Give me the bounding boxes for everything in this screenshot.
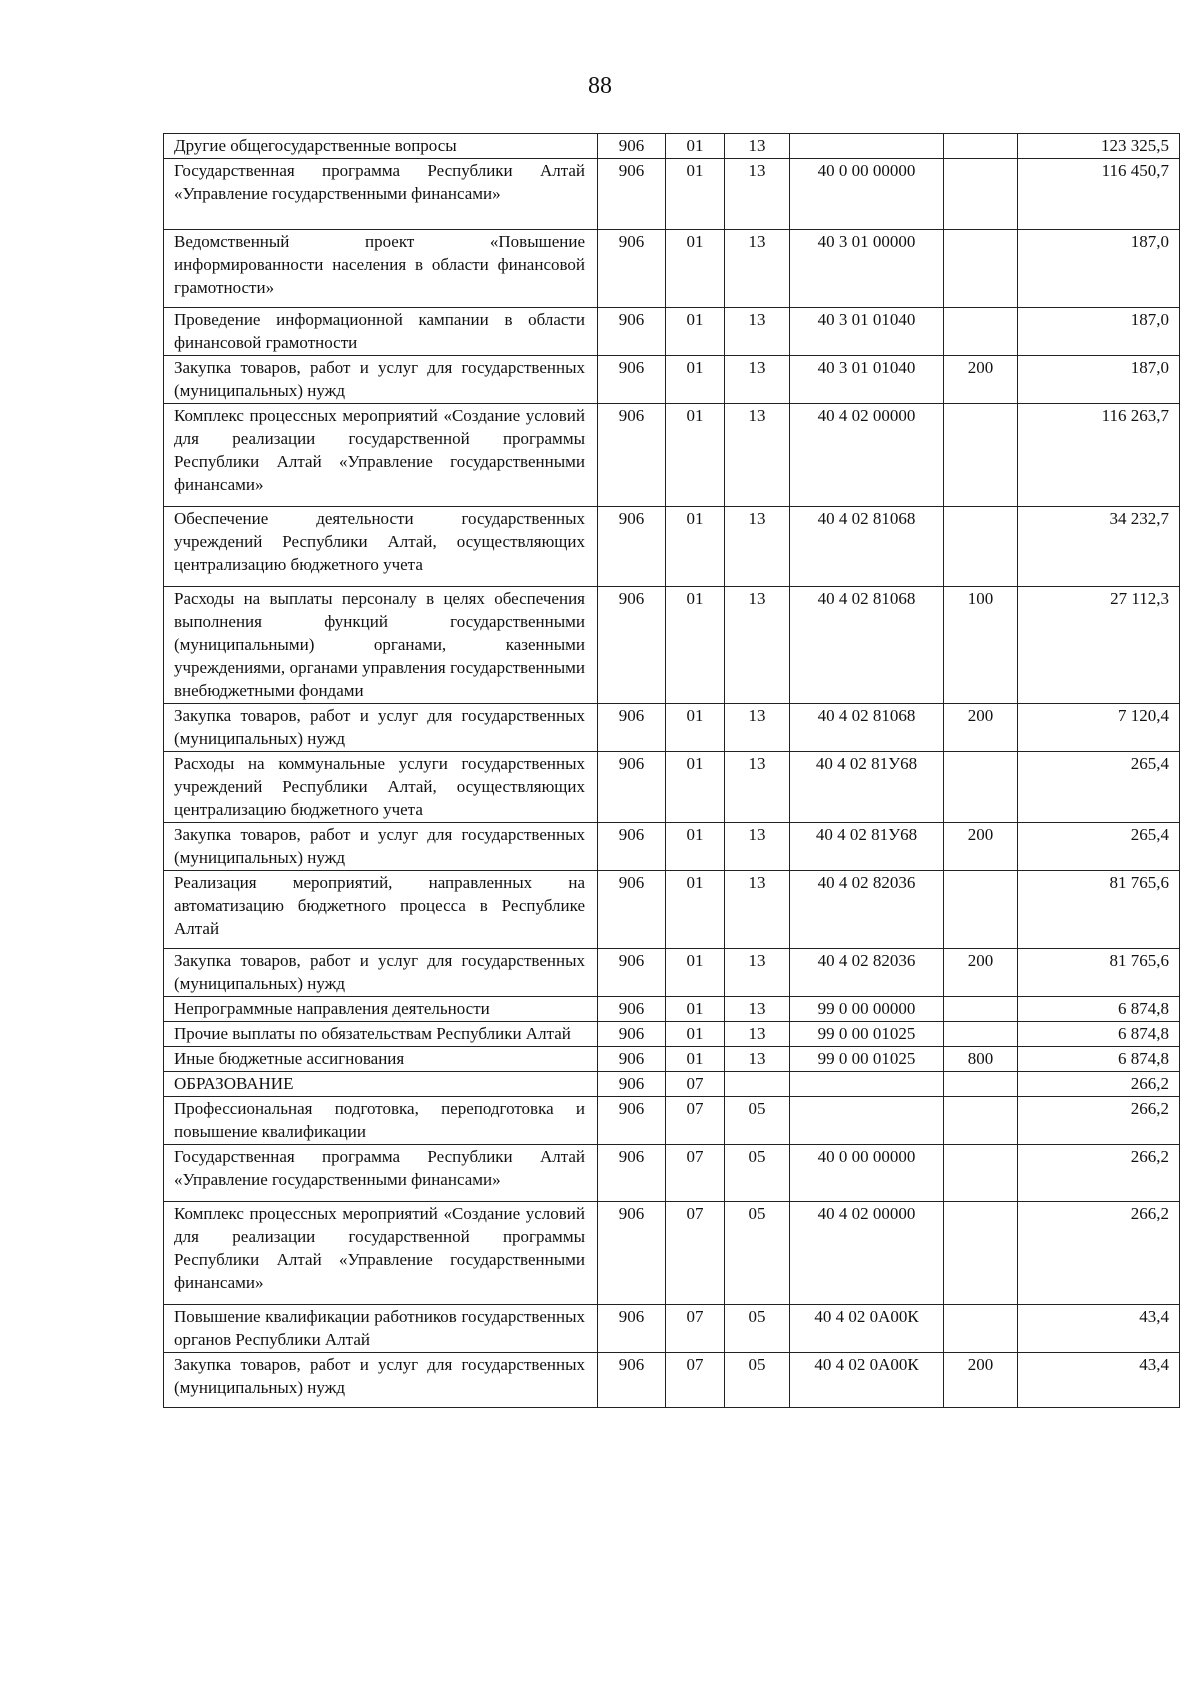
subsection-code-cell: 13	[725, 134, 790, 159]
amount-cell: 266,2	[1018, 1097, 1180, 1145]
table-row	[164, 1305, 1180, 1353]
section-code-cell: 01	[666, 1047, 725, 1072]
expense-type-cell	[944, 752, 1018, 823]
row-name-cell: Комплекс процессных мероприятий «Создание условий для реализации государственной программы Республики Алтай «Управление государственными финансами»	[164, 404, 598, 507]
expense-type-cell: 100	[944, 587, 1018, 704]
admin-code-cell: 906	[598, 1097, 666, 1145]
row-name-cell: Закупка товаров, работ и услуг для государственных (муниципальных) нужд	[164, 356, 598, 404]
subsection-code-cell: 05	[725, 1202, 790, 1305]
admin-code-cell: 906	[598, 1072, 666, 1097]
row-name-cell: Непрограммные направления деятельности	[164, 997, 598, 1022]
target-article-cell: 40 0 00 00000	[790, 159, 944, 230]
table-row	[164, 308, 1180, 356]
expense-type-cell: 200	[944, 823, 1018, 871]
row-name-cell: Закупка товаров, работ и услуг для государственных (муниципальных) нужд	[164, 704, 598, 752]
subsection-code-cell: 13	[725, 159, 790, 230]
admin-code-cell: 906	[598, 1202, 666, 1305]
budget-table-body	[164, 134, 1180, 1408]
table-row	[164, 159, 1180, 230]
admin-code-cell: 906	[598, 230, 666, 308]
target-article-cell: 40 4 02 82036	[790, 871, 944, 949]
subsection-code-cell: 13	[725, 997, 790, 1022]
admin-code-cell: 906	[598, 134, 666, 159]
amount-cell: 187,0	[1018, 308, 1180, 356]
expense-type-cell	[944, 308, 1018, 356]
row-name-cell: Проведение информационной кампании в области финансовой грамотности	[164, 308, 598, 356]
expense-type-cell	[944, 1097, 1018, 1145]
table-row	[164, 1353, 1180, 1408]
target-article-cell: 40 0 00 00000	[790, 1145, 944, 1202]
target-article-cell	[790, 1097, 944, 1145]
row-name-cell: Повышение квалификации работников государственных органов Республики Алтай	[164, 1305, 598, 1353]
table-row	[164, 356, 1180, 404]
amount-cell: 6 874,8	[1018, 997, 1180, 1022]
expense-type-cell: 200	[944, 949, 1018, 997]
amount-cell: 187,0	[1018, 356, 1180, 404]
expense-type-cell	[944, 404, 1018, 507]
expense-type-cell: 800	[944, 1047, 1018, 1072]
target-article-cell: 40 3 01 00000	[790, 230, 944, 308]
table-row	[164, 997, 1180, 1022]
section-code-cell: 01	[666, 230, 725, 308]
table-row	[164, 1097, 1180, 1145]
section-code-cell: 01	[666, 752, 725, 823]
section-code-cell: 07	[666, 1072, 725, 1097]
table-row	[164, 134, 1180, 159]
amount-cell: 266,2	[1018, 1202, 1180, 1305]
admin-code-cell: 906	[598, 507, 666, 587]
amount-cell: 265,4	[1018, 823, 1180, 871]
admin-code-cell: 906	[598, 1022, 666, 1047]
expense-type-cell	[944, 871, 1018, 949]
section-code-cell: 07	[666, 1305, 725, 1353]
row-name-cell: Иные бюджетные ассигнования	[164, 1047, 598, 1072]
row-name-cell: Ведомственный проект «Повышение информированности населения в области финансовой грамотности»	[164, 230, 598, 308]
amount-cell: 27 112,3	[1018, 587, 1180, 704]
table-row	[164, 587, 1180, 704]
target-article-cell: 99 0 00 01025	[790, 1022, 944, 1047]
row-name-cell: Комплекс процессных мероприятий «Создание условий для реализации государственной программы Республики Алтай «Управление государственными финансами»	[164, 1202, 598, 1305]
subsection-code-cell: 13	[725, 587, 790, 704]
target-article-cell: 40 4 02 81У68	[790, 823, 944, 871]
section-code-cell: 01	[666, 134, 725, 159]
admin-code-cell: 906	[598, 356, 666, 404]
section-code-cell: 01	[666, 823, 725, 871]
amount-cell: 116 263,7	[1018, 404, 1180, 507]
target-article-cell	[790, 1072, 944, 1097]
section-code-cell: 01	[666, 507, 725, 587]
admin-code-cell: 906	[598, 752, 666, 823]
amount-cell: 116 450,7	[1018, 159, 1180, 230]
target-article-cell: 40 4 02 0А00К	[790, 1305, 944, 1353]
subsection-code-cell: 13	[725, 704, 790, 752]
section-code-cell: 01	[666, 587, 725, 704]
table-row	[164, 1047, 1180, 1072]
section-code-cell: 01	[666, 159, 725, 230]
target-article-cell	[790, 134, 944, 159]
subsection-code-cell: 05	[725, 1353, 790, 1408]
subsection-code-cell: 13	[725, 871, 790, 949]
section-code-cell: 07	[666, 1202, 725, 1305]
table-row	[164, 752, 1180, 823]
section-code-cell: 01	[666, 404, 725, 507]
subsection-code-cell: 05	[725, 1097, 790, 1145]
table-row	[164, 823, 1180, 871]
expense-type-cell: 200	[944, 1353, 1018, 1408]
expense-type-cell	[944, 507, 1018, 587]
expense-type-cell	[944, 1305, 1018, 1353]
subsection-code-cell: 05	[725, 1305, 790, 1353]
expense-type-cell	[944, 997, 1018, 1022]
row-name-cell: Закупка товаров, работ и услуг для государственных (муниципальных) нужд	[164, 949, 598, 997]
amount-cell: 81 765,6	[1018, 949, 1180, 997]
page-number: 88	[588, 73, 612, 99]
expense-type-cell: 200	[944, 356, 1018, 404]
admin-code-cell: 906	[598, 404, 666, 507]
amount-cell: 123 325,5	[1018, 134, 1180, 159]
row-name-cell: ОБРАЗОВАНИЕ	[164, 1072, 598, 1097]
target-article-cell: 40 4 02 81У68	[790, 752, 944, 823]
table-row	[164, 704, 1180, 752]
subsection-code-cell: 13	[725, 823, 790, 871]
expense-type-cell	[944, 134, 1018, 159]
amount-cell: 6 874,8	[1018, 1047, 1180, 1072]
table-row	[164, 871, 1180, 949]
section-code-cell: 01	[666, 871, 725, 949]
target-article-cell: 40 4 02 81068	[790, 704, 944, 752]
target-article-cell: 40 4 02 0А00К	[790, 1353, 944, 1408]
subsection-code-cell: 13	[725, 1047, 790, 1072]
amount-cell: 265,4	[1018, 752, 1180, 823]
subsection-code-cell: 13	[725, 507, 790, 587]
amount-cell: 187,0	[1018, 230, 1180, 308]
section-code-cell: 01	[666, 1022, 725, 1047]
table-row	[164, 949, 1180, 997]
target-article-cell: 40 4 02 81068	[790, 507, 944, 587]
row-name-cell: Обеспечение деятельности государственных учреждений Республики Алтай, осуществляющих централизацию бюджетного учета	[164, 507, 598, 587]
amount-cell: 7 120,4	[1018, 704, 1180, 752]
admin-code-cell: 906	[598, 1047, 666, 1072]
subsection-code-cell: 13	[725, 949, 790, 997]
target-article-cell: 40 3 01 01040	[790, 308, 944, 356]
row-name-cell: Реализация мероприятий, направленных на автоматизацию бюджетного процесса в Республике Алтай	[164, 871, 598, 949]
table-row	[164, 404, 1180, 507]
row-name-cell: Закупка товаров, работ и услуг для государственных (муниципальных) нужд	[164, 1353, 598, 1408]
target-article-cell: 40 4 02 00000	[790, 404, 944, 507]
budget-table	[163, 133, 1180, 1408]
table-row	[164, 1022, 1180, 1047]
section-code-cell: 01	[666, 949, 725, 997]
row-name-cell: Профессиональная подготовка, переподготовка и повышение квалификации	[164, 1097, 598, 1145]
admin-code-cell: 906	[598, 871, 666, 949]
row-name-cell: Государственная программа Республики Алтай «Управление государственными финансами»	[164, 1145, 598, 1202]
table-row	[164, 1145, 1180, 1202]
row-name-cell: Другие общегосударственные вопросы	[164, 134, 598, 159]
subsection-code-cell: 13	[725, 230, 790, 308]
section-code-cell: 07	[666, 1353, 725, 1408]
admin-code-cell: 906	[598, 1353, 666, 1408]
row-name-cell: Закупка товаров, работ и услуг для государственных (муниципальных) нужд	[164, 823, 598, 871]
expense-type-cell: 200	[944, 704, 1018, 752]
row-name-cell: Государственная программа Республики Алтай «Управление государственными финансами»	[164, 159, 598, 230]
section-code-cell: 01	[666, 356, 725, 404]
subsection-code-cell: 13	[725, 356, 790, 404]
row-name-cell: Прочие выплаты по обязательствам Республики Алтай	[164, 1022, 598, 1047]
section-code-cell: 01	[666, 704, 725, 752]
amount-cell: 266,2	[1018, 1145, 1180, 1202]
subsection-code-cell: 13	[725, 752, 790, 823]
target-article-cell: 40 3 01 01040	[790, 356, 944, 404]
admin-code-cell: 906	[598, 704, 666, 752]
subsection-code-cell	[725, 1072, 790, 1097]
expense-type-cell	[944, 1145, 1018, 1202]
admin-code-cell: 906	[598, 587, 666, 704]
target-article-cell: 40 4 02 81068	[790, 587, 944, 704]
target-article-cell: 99 0 00 00000	[790, 997, 944, 1022]
expense-type-cell	[944, 1072, 1018, 1097]
section-code-cell: 07	[666, 1097, 725, 1145]
amount-cell: 6 874,8	[1018, 1022, 1180, 1047]
table-row	[164, 1202, 1180, 1305]
expense-type-cell	[944, 230, 1018, 308]
amount-cell: 266,2	[1018, 1072, 1180, 1097]
admin-code-cell: 906	[598, 949, 666, 997]
amount-cell: 81 765,6	[1018, 871, 1180, 949]
expense-type-cell	[944, 1022, 1018, 1047]
expense-type-cell	[944, 159, 1018, 230]
amount-cell: 34 232,7	[1018, 507, 1180, 587]
subsection-code-cell: 13	[725, 1022, 790, 1047]
table-row	[164, 230, 1180, 308]
admin-code-cell: 906	[598, 1305, 666, 1353]
section-code-cell: 01	[666, 997, 725, 1022]
admin-code-cell: 906	[598, 997, 666, 1022]
target-article-cell: 40 4 02 82036	[790, 949, 944, 997]
admin-code-cell: 906	[598, 308, 666, 356]
target-article-cell: 99 0 00 01025	[790, 1047, 944, 1072]
admin-code-cell: 906	[598, 159, 666, 230]
target-article-cell: 40 4 02 00000	[790, 1202, 944, 1305]
row-name-cell: Расходы на коммунальные услуги государственных учреждений Республики Алтай, осуществляющих централизацию бюджетного учета	[164, 752, 598, 823]
table-row	[164, 507, 1180, 587]
amount-cell: 43,4	[1018, 1353, 1180, 1408]
row-name-cell: Расходы на выплаты персоналу в целях обеспечения выполнения функций государственными (муниципальными) органами, казенными учреждениями, органами управления государственными внебюджетными фондами	[164, 587, 598, 704]
subsection-code-cell: 13	[725, 308, 790, 356]
section-code-cell: 01	[666, 308, 725, 356]
section-code-cell: 07	[666, 1145, 725, 1202]
amount-cell: 43,4	[1018, 1305, 1180, 1353]
subsection-code-cell: 05	[725, 1145, 790, 1202]
subsection-code-cell: 13	[725, 404, 790, 507]
admin-code-cell: 906	[598, 1145, 666, 1202]
table-row	[164, 1072, 1180, 1097]
expense-type-cell	[944, 1202, 1018, 1305]
admin-code-cell: 906	[598, 823, 666, 871]
